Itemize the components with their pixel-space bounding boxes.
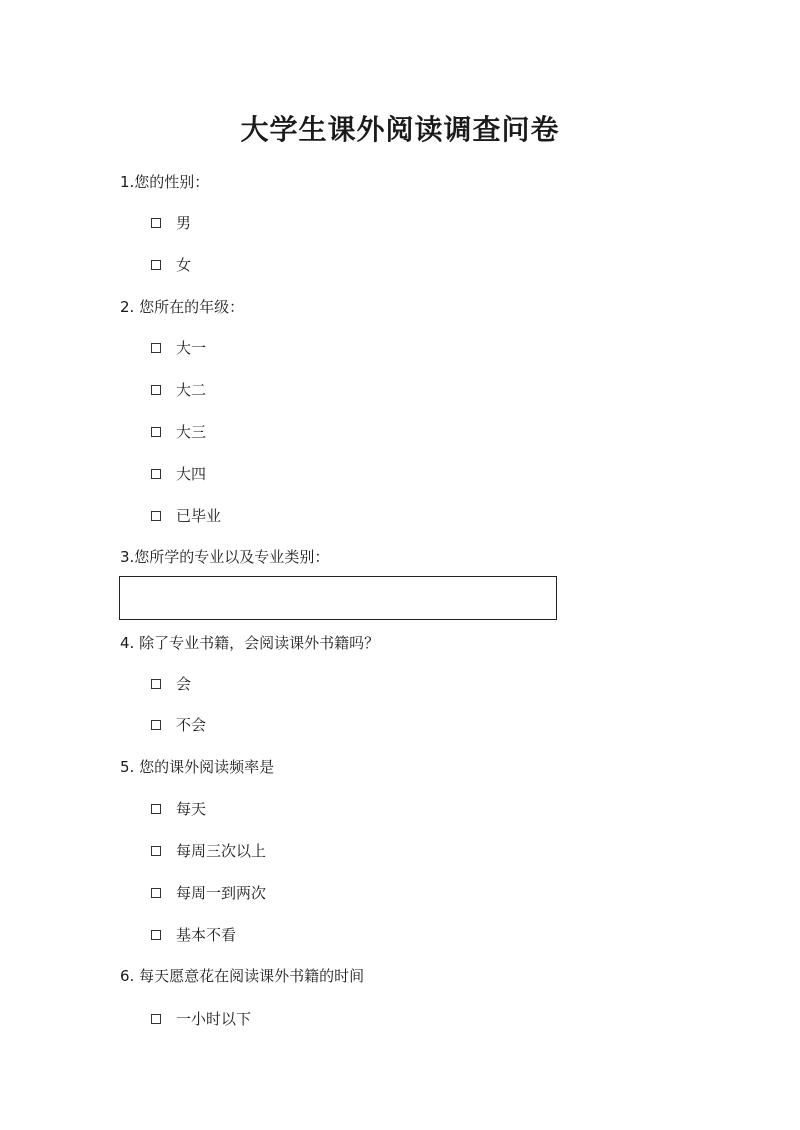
option-label: 每周一到两次	[176, 884, 267, 902]
q5-option-1to2-weekly[interactable]	[151, 882, 266, 904]
option-label: 基本不看	[176, 926, 237, 944]
q5-option-daily[interactable]	[151, 798, 206, 820]
q2-option-junior[interactable]	[151, 421, 206, 443]
q5-option-3plus-weekly[interactable]	[151, 840, 266, 862]
q4-option-yes[interactable]	[151, 673, 191, 695]
checkbox-icon[interactable]	[151, 218, 161, 228]
major-answer-field[interactable]	[119, 576, 557, 620]
q2-option-graduated[interactable]	[151, 505, 221, 527]
option-label: 会	[176, 675, 192, 693]
question-2-label: 2. 您所在的年级：	[120, 298, 245, 316]
q4-option-no[interactable]	[151, 714, 206, 736]
option-label: 已毕业	[176, 507, 222, 525]
q1-option-female[interactable]	[151, 254, 191, 276]
survey-title: 大学生课外阅读调查问卷	[240, 113, 560, 146]
checkbox-icon[interactable]	[151, 469, 161, 479]
checkbox-icon[interactable]	[151, 720, 161, 730]
checkbox-icon[interactable]	[151, 343, 161, 353]
q2-option-sophomore[interactable]	[151, 379, 206, 401]
checkbox-icon[interactable]	[151, 930, 161, 940]
q2-option-senior[interactable]	[151, 463, 206, 485]
option-label: 每天	[176, 800, 207, 818]
question-6-label: 6. 每天愿意花在阅读课外书籍的时间	[120, 967, 365, 985]
checkbox-icon[interactable]	[151, 260, 161, 270]
option-label: 女	[176, 256, 192, 274]
checkbox-icon[interactable]	[151, 679, 161, 689]
checkbox-icon[interactable]	[151, 804, 161, 814]
q2-option-freshman[interactable]	[151, 337, 206, 359]
option-label: 大二	[176, 381, 207, 399]
q6-option-under-1h[interactable]	[151, 1008, 251, 1030]
question-5-label: 5. 您的课外阅读频率是	[120, 758, 275, 776]
option-label: 男	[176, 214, 192, 232]
option-label: 一小时以下	[176, 1010, 252, 1028]
option-label: 不会	[176, 716, 207, 734]
checkbox-icon[interactable]	[151, 888, 161, 898]
checkbox-icon[interactable]	[151, 1014, 161, 1024]
option-label: 每周三次以上	[176, 842, 267, 860]
checkbox-icon[interactable]	[151, 385, 161, 395]
question-1-label: 1.您的性别：	[120, 173, 210, 191]
question-4-label: 4. 除了专业书籍，会阅读课外书籍吗？	[120, 634, 380, 652]
checkbox-icon[interactable]	[151, 511, 161, 521]
checkbox-icon[interactable]	[151, 846, 161, 856]
option-label: 大四	[176, 465, 207, 483]
option-label: 大三	[176, 423, 207, 441]
q5-option-rarely[interactable]	[151, 924, 236, 946]
option-label: 大一	[176, 339, 207, 357]
checkbox-icon[interactable]	[151, 427, 161, 437]
q1-option-male[interactable]	[151, 212, 191, 234]
question-3-label: 3.您所学的专业以及专业类别：	[120, 548, 330, 566]
